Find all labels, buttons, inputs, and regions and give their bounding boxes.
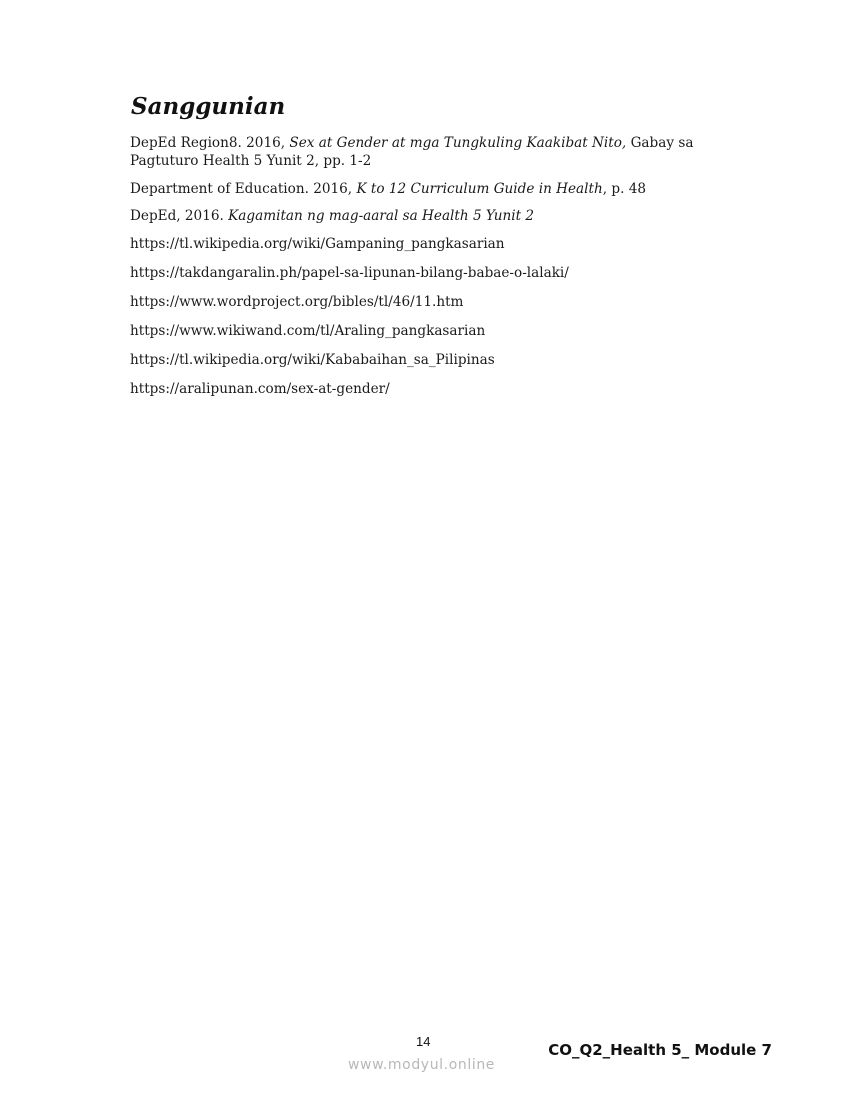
reference-text: , p. 48 [602,181,647,197]
reference-title: K to 12 Curriculum Guide in Health [356,181,603,197]
reference-item [130,180,730,198]
reference-text: Gabay sa Pagtuturo Health 5 Yunit 2, pp. 1-2 [130,135,694,169]
reference-text: DepEd Region8. 2016, [130,135,290,151]
page-number: 14 [416,1034,431,1049]
reference-link[interactable]: https://www.wikiwand.com/tl/Araling_pangkasarian [130,323,486,339]
module-code: CO_Q2_Health 5_ Module 7 [548,1041,772,1059]
reference-link[interactable]: https://aralipunan.com/sex-at-gender/ [130,381,390,397]
reference-title: Sex at Gender at mga Tungkuling Kaakibat Nito, [289,135,627,151]
reference-item [130,134,730,170]
reference-link[interactable]: https://takdangaralin.ph/papel-sa-lipunan-bilang-babae-o-lalaki/ [130,265,569,281]
reference-list [130,134,730,398]
reference-link[interactable]: https://tl.wikipedia.org/wiki/Gampaning_pangkasarian [130,236,505,252]
reference-link[interactable]: https://www.wordproject.org/bibles/tl/46/11.htm [130,294,464,310]
reference-text: DepEd, 2016. [130,208,229,224]
reference-item [130,207,730,225]
watermark: www.modyul.online [348,1057,496,1073]
reference-link[interactable]: https://tl.wikipedia.org/wiki/Kababaihan_sa_Pilipinas [130,352,495,368]
reference-title: Kagamitan ng mag-aaral sa Health 5 Yunit 2 [228,208,534,224]
page-title: Sanggunian [131,93,286,120]
reference-text: Department of Education. 2016, [130,181,357,197]
